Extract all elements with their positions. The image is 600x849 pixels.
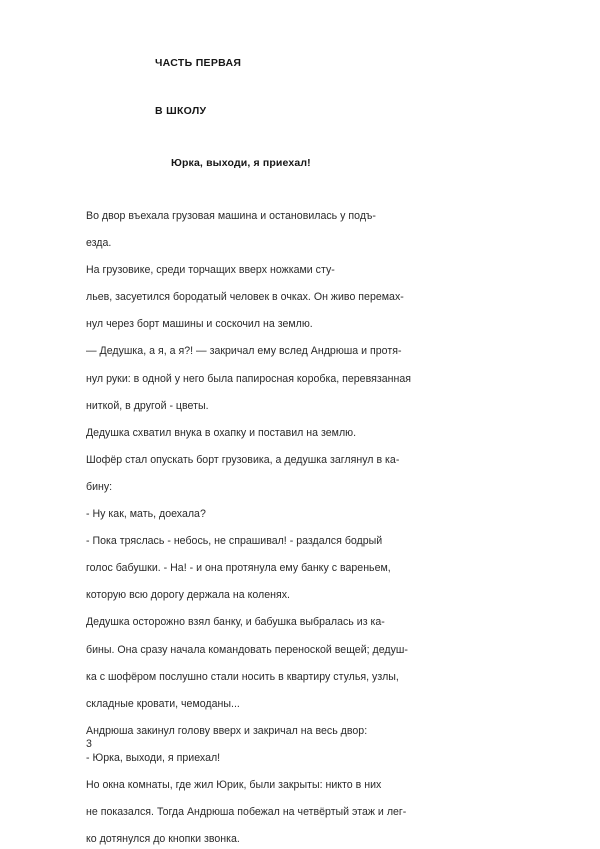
text-line: - Юрка, выходи, я приехал! [86,751,221,764]
text-line: Дедушка схватил внука в охапку и поставил на землю. [86,426,357,439]
text-line: льев, засуетился бородатый человек в очках. Он живо перемах- [86,291,404,304]
text-line: Дедушка осторожно взял банку, и бабушка выбралась из ка- [86,616,385,629]
text-line: не показался. Тогда Андрюша побежал на четвёртый этаж и лег- [86,806,407,819]
text-line: складные кровати, чемоданы... [86,697,240,710]
text-line: - Ну как, мать, доехала? [86,508,206,521]
text-line: Но окна комнаты, где жил Юрик, были закрыты: никто в них [86,778,382,791]
text-line: - Пока тряслась - небось, не спрашивал! - раздался бодрый [86,535,383,548]
text-line: голос бабушки. - На! - и она протянула ему банку с вареньем, [86,562,391,575]
section-heading: В ШКОЛУ [155,105,207,117]
text-line: Андрюша закинул голову вверх и закричал на весь двор: [86,724,368,737]
text-line: На грузовике, среди торчащих вверх ножками сту- [86,264,335,277]
text-line: Во двор въехала грузовая машина и остановилась у подъ- [86,210,376,222]
story-heading: Юрка, выходи, я приехал! [171,157,311,169]
text-line: ка с шофёром послушно стали носить в квартиру стулья, узлы, [86,670,399,683]
text-line: ниткой, в другой - цветы. [86,399,209,412]
text-line: езда. [86,237,112,250]
part-heading: ЧАСТЬ ПЕРВАЯ [155,57,242,69]
body-text [86,203,516,849]
text-line: — Дедушка, а я, а я?! — закричал ему вслед Андрюша и протя- [86,345,402,358]
text-line: нул через борт машины и соскочил на землю. [86,318,313,331]
text-column [86,46,516,849]
text-line: нул руки: в одной у него была папиросная коробка, перевязанная [86,372,411,385]
text-line: которую всю дорогу держала на коленях. [86,589,290,602]
text-line: бину: [86,480,113,493]
page-number: 3 [86,738,92,750]
text-line: Шофёр стал опускать борт грузовика, а дедушка заглянул в ка- [86,453,400,466]
text-line: бины. Она сразу начала командовать переноской вещей; дедуш- [86,643,408,656]
text-line: ко дотянулся до кнопки звонка. [86,833,240,846]
